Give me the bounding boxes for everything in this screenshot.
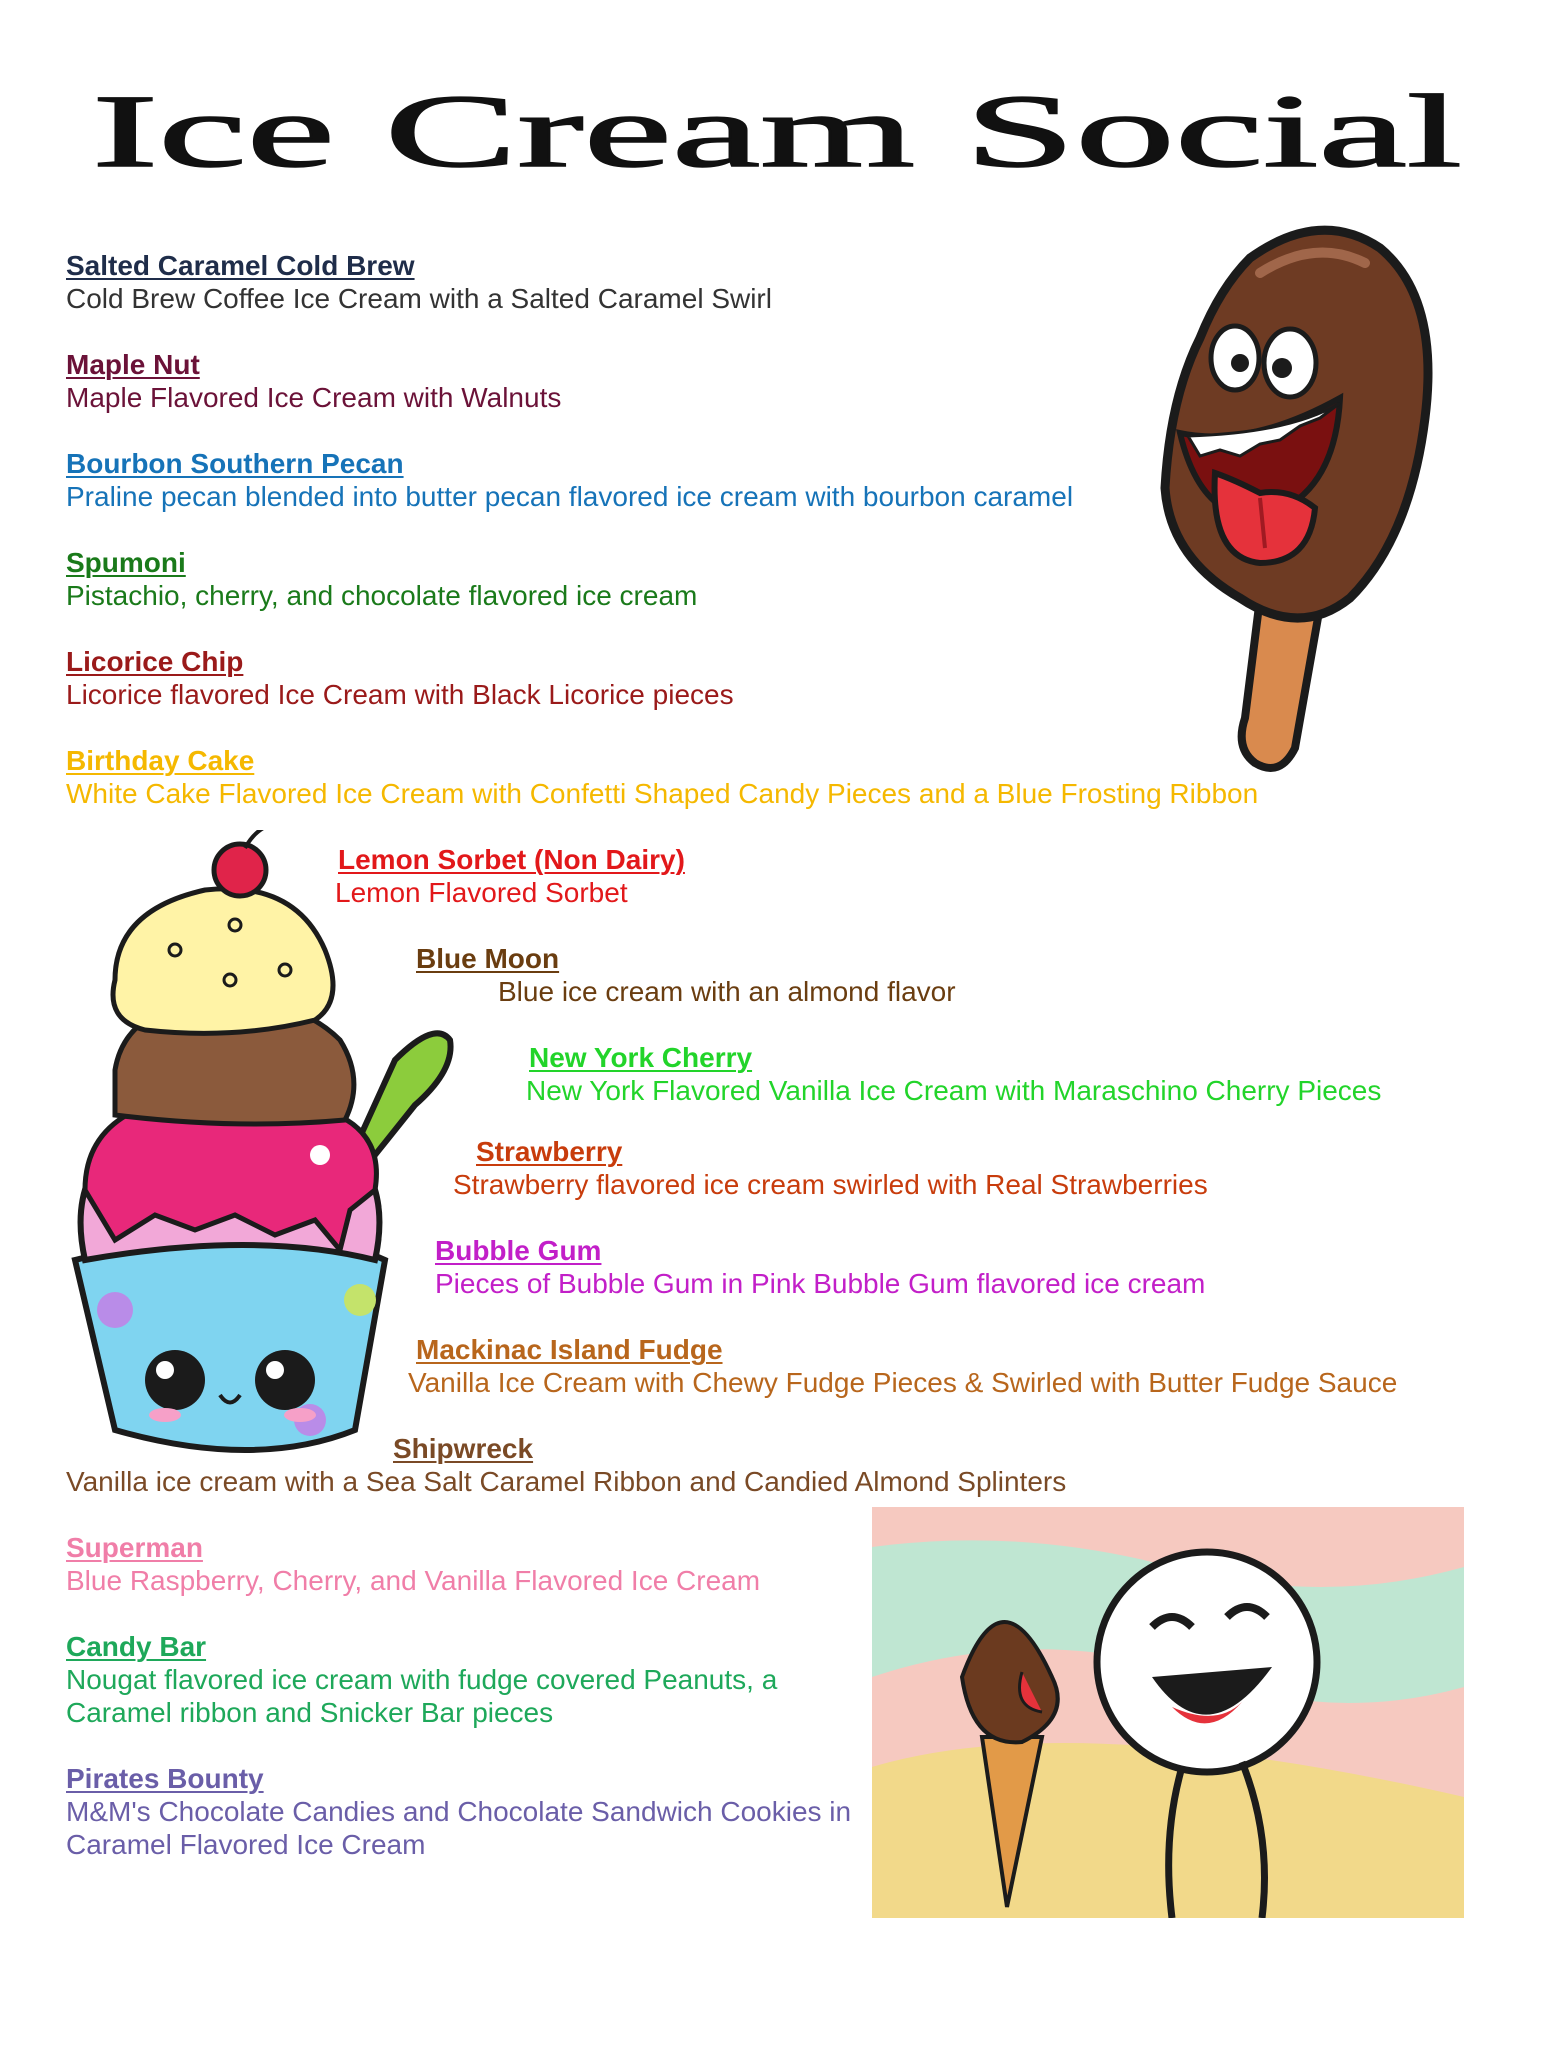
flavor-desc: Cold Brew Coffee Ice Cream with a Salted Caramel Swirl — [66, 283, 772, 314]
flavor-name: Pirates Bounty — [66, 1763, 264, 1794]
flavor-bubble-gum — [435, 1234, 1205, 1300]
flavor-name: New York Cherry — [529, 1042, 753, 1073]
flavor-name: Superman — [66, 1532, 203, 1563]
flavor-name: Mackinac Island Fudge — [416, 1334, 723, 1365]
flavor-mackinac-island-fudge — [408, 1333, 1397, 1399]
flavor-desc: Vanilla ice cream with a Sea Salt Caramel Ribbon and Candied Almond Splinters — [66, 1466, 1067, 1497]
flavor-name: Licorice Chip — [66, 646, 244, 677]
flavor-desc: Strawberry flavored ice cream swirled with Real Strawberries — [453, 1169, 1208, 1200]
flavor-name: Bourbon Southern Pecan — [66, 448, 404, 479]
flavor-name: Strawberry — [476, 1136, 623, 1167]
flavor-salted-caramel-cold-brew — [66, 249, 772, 315]
page-title — [0, 78, 1554, 188]
flavor-name: Spumoni — [66, 547, 186, 578]
flavor-superman — [66, 1531, 760, 1597]
flavor-name: Bubble Gum — [435, 1235, 602, 1266]
title-text: Ice Cream Social — [92, 78, 1462, 188]
flavor-desc: Blue ice cream with an almond flavor — [498, 976, 956, 1007]
flavor-licorice-chip — [66, 645, 734, 711]
flavor-desc: New York Flavored Vanilla Ice Cream with Maraschino Cherry Pieces — [526, 1075, 1382, 1106]
flavor-desc: White Cake Flavored Ice Cream with Confetti Shaped Candy Pieces and a Blue Frosting Ribbon — [66, 778, 1259, 809]
flavor-strawberry — [453, 1135, 1208, 1201]
flavor-desc: M&M's Chocolate Candies and Chocolate Sandwich Cookies in Caramel Flavored Ice Cream — [66, 1796, 852, 1860]
fudgsicle-cartoon-icon — [1140, 218, 1470, 778]
flavor-desc: Vanilla Ice Cream with Chewy Fudge Pieces & Swirled with Butter Fudge Sauce — [408, 1367, 1398, 1398]
flavor-desc: Blue Raspberry, Cherry, and Vanilla Flavored Ice Cream — [66, 1565, 761, 1596]
flavor-desc: Pieces of Bubble Gum in Pink Bubble Gum flavored ice cream — [435, 1268, 1206, 1299]
flavor-candy-bar — [66, 1630, 826, 1729]
flavor-desc: Licorice flavored Ice Cream with Black Licorice pieces — [66, 679, 734, 710]
flavor-desc: Pistachio, cherry, and chocolate flavored ice cream — [66, 580, 698, 611]
ice-cream-cup-cartoon-icon — [55, 830, 515, 1470]
flavor-pirates-bounty — [66, 1762, 866, 1861]
flavor-desc: Nougat flavored ice cream with fudge covered Peanuts, a Caramel ribbon and Snicker Bar pieces — [66, 1664, 778, 1728]
flavor-maple-nut — [66, 348, 561, 414]
flavor-desc: Lemon Flavored Sorbet — [335, 877, 628, 908]
flavor-name: Candy Bar — [66, 1631, 207, 1662]
flavor-name: Shipwreck — [393, 1433, 534, 1464]
flavor-bourbon-southern-pecan — [66, 447, 1073, 513]
flavor-name: Lemon Sorbet (Non Dairy) — [338, 844, 685, 875]
flavor-name: Birthday Cake — [66, 745, 255, 776]
flavor-desc: Praline pecan blended into butter pecan flavored ice cream with bourbon caramel — [66, 481, 1074, 512]
flavor-desc: Maple Flavored Ice Cream with Walnuts — [66, 382, 562, 413]
flavor-spumoni — [66, 546, 697, 612]
flavor-birthday-cake — [66, 744, 1258, 810]
flavor-new-york-cherry — [526, 1041, 1381, 1107]
laughing-stickman-with-cone-icon — [872, 1507, 1464, 1918]
flavor-name: Maple Nut — [66, 349, 200, 380]
flavor-name: Blue Moon — [416, 943, 560, 974]
flavor-name: Salted Caramel Cold Brew — [66, 250, 415, 281]
